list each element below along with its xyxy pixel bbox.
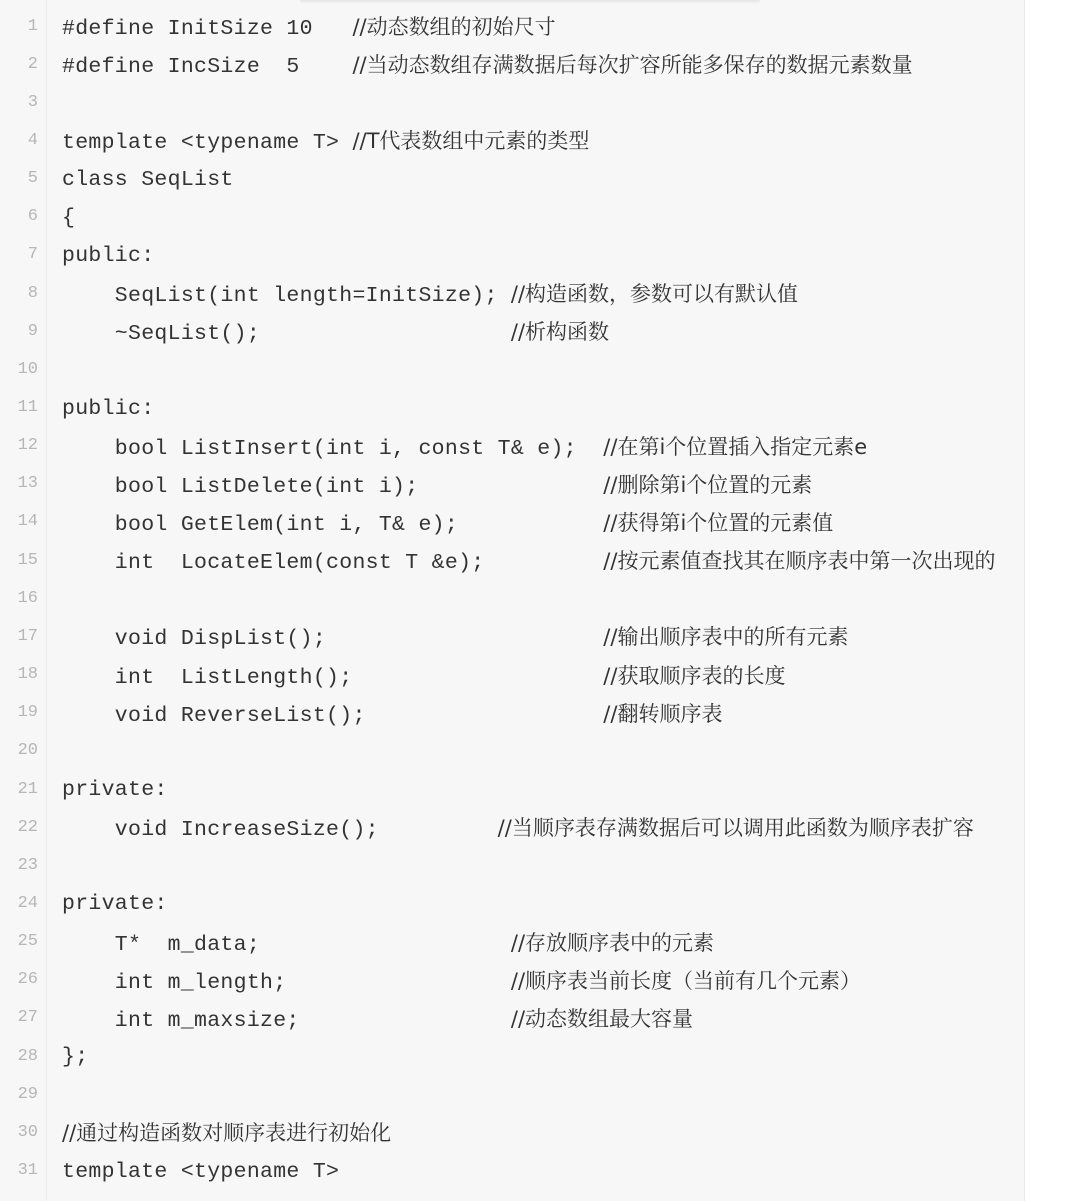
code-statement: bool ListDelete(int i); xyxy=(62,474,604,499)
code-line xyxy=(0,274,1024,312)
code-statement: private: xyxy=(62,778,168,802)
line-number: 3 xyxy=(27,92,38,112)
line-number: 30 xyxy=(17,1122,38,1142)
line-number: 15 xyxy=(17,550,38,570)
line-number: 25 xyxy=(17,932,38,952)
code-text xyxy=(62,1003,693,1033)
code-statement: void DispList(); xyxy=(62,627,604,652)
code-line xyxy=(0,1075,1024,1113)
line-number: 7 xyxy=(27,245,38,265)
code-comment: //当动态数组存满数据后每次扩容所能多保存的数据元素数量 xyxy=(352,53,913,78)
code-line xyxy=(0,694,1024,732)
code-comment: //通过构造函数对顺序表进行初始化 xyxy=(62,1121,392,1146)
code-comment: //当顺序表存满数据后可以调用此函数为顺序表扩容 xyxy=(497,816,974,841)
code-line xyxy=(0,236,1024,274)
code-text xyxy=(62,316,609,346)
code-line xyxy=(0,999,1024,1037)
code-statement: template <typename T> xyxy=(62,131,353,156)
code-statement: int m_maxsize; xyxy=(62,1008,511,1033)
code-text xyxy=(62,431,867,461)
code-line xyxy=(0,1113,1024,1151)
code-statement: #define IncSize 5 xyxy=(62,55,353,80)
code-line xyxy=(0,7,1024,45)
code-text xyxy=(62,507,833,537)
code-text xyxy=(62,278,798,308)
code-statement: void IncreaseSize(); xyxy=(62,818,498,843)
code-statement: public: xyxy=(62,396,155,421)
code-text xyxy=(62,469,812,499)
line-number: 16 xyxy=(17,588,38,608)
code-text xyxy=(62,890,168,916)
code-line xyxy=(0,198,1024,236)
code-line xyxy=(0,1037,1024,1075)
line-number: 29 xyxy=(17,1084,38,1104)
code-statement: int LocateElem(const T &e); xyxy=(62,551,604,576)
line-number: 22 xyxy=(17,817,38,837)
line-number: 13 xyxy=(17,474,38,494)
code-comment: //顺序表当前长度（当前有几个元素） xyxy=(510,968,862,993)
code-comment: //获取顺序表的长度 xyxy=(603,663,786,688)
code-line xyxy=(0,503,1024,541)
code-statement: T* m_data; xyxy=(62,932,511,957)
code-line xyxy=(0,312,1024,350)
code-comment: //构造函数，参数可以有默认值 xyxy=(510,282,799,307)
code-statement: }; xyxy=(62,1045,89,1070)
code-comment: //T代表数组中元素的类型 xyxy=(352,129,590,154)
code-comment: //翻转顺序表 xyxy=(603,701,723,726)
code-text xyxy=(62,242,154,268)
code-text xyxy=(62,927,714,957)
code-line xyxy=(0,1152,1024,1190)
line-number: 21 xyxy=(17,779,38,799)
code-text xyxy=(62,125,589,155)
line-number: 5 xyxy=(27,169,38,189)
code-line xyxy=(0,656,1024,694)
code-line xyxy=(0,846,1024,884)
code-line xyxy=(0,579,1024,617)
line-number: 12 xyxy=(17,436,38,456)
code-statement: ~SeqList(); xyxy=(62,322,511,347)
line-number: 24 xyxy=(17,893,38,913)
code-text xyxy=(62,965,861,995)
code-text xyxy=(62,395,154,421)
code-text xyxy=(62,776,168,802)
line-number: 17 xyxy=(17,626,38,646)
code-comment: //输出顺序表中的所有元素 xyxy=(603,625,849,650)
code-statement: #define InitSize 10 xyxy=(62,17,353,41)
line-number: 27 xyxy=(17,1008,38,1028)
code-statement: bool GetElem(int i, T& e); xyxy=(62,512,604,537)
line-number: 10 xyxy=(17,359,38,379)
code-statement: void ReverseList(); xyxy=(62,703,604,728)
line-number: 28 xyxy=(17,1046,38,1066)
line-number: 11 xyxy=(17,398,38,417)
line-number: 20 xyxy=(17,741,38,761)
code-line xyxy=(0,884,1024,922)
line-number: 9 xyxy=(27,321,38,341)
line-number: 19 xyxy=(17,703,38,723)
code-text xyxy=(62,660,785,690)
code-comment: //动态数组最大容量 xyxy=(510,1006,694,1031)
line-number: 6 xyxy=(27,207,38,227)
code-statement: bool ListInsert(int i, const T& e); xyxy=(62,436,604,461)
line-number: 8 xyxy=(27,283,38,303)
code-text xyxy=(62,11,556,41)
code-statement: template <typename T> xyxy=(62,1159,340,1184)
code-text xyxy=(62,698,722,728)
code-comment: //动态数组的初始尺寸 xyxy=(352,15,556,39)
code-text xyxy=(62,545,995,575)
line-number: 23 xyxy=(17,855,38,875)
code-statement: int ListLength(); xyxy=(62,665,604,690)
code-line xyxy=(0,45,1024,83)
code-text xyxy=(62,1043,88,1069)
code-line xyxy=(0,389,1024,427)
code-text xyxy=(62,621,848,651)
code-statement: int m_length; xyxy=(62,970,511,995)
code-statement: SeqList(int length=InitSize); xyxy=(62,284,511,309)
line-number: 26 xyxy=(17,970,38,990)
line-number: 2 xyxy=(27,54,38,74)
code-text xyxy=(62,812,974,842)
code-line xyxy=(0,923,1024,961)
code-line xyxy=(0,808,1024,846)
code-line xyxy=(0,770,1024,808)
code-line xyxy=(0,427,1024,465)
code-line xyxy=(0,541,1024,579)
code-line xyxy=(0,732,1024,770)
code-text xyxy=(62,49,913,79)
code-line xyxy=(0,465,1024,503)
code-statement: private: xyxy=(62,892,168,917)
code-line xyxy=(0,121,1024,159)
code-line xyxy=(0,350,1024,388)
line-number: 14 xyxy=(17,512,38,532)
code-comment: //获得第i个位置的元素值 xyxy=(603,510,834,535)
code-statement: { xyxy=(62,205,76,230)
scroll-shadow xyxy=(300,0,760,4)
code-comment: //存放顺序表中的元素 xyxy=(510,930,715,955)
code-statement: public: xyxy=(62,243,155,268)
line-number: 1 xyxy=(27,16,38,36)
line-number: 18 xyxy=(17,665,38,685)
code-line xyxy=(0,160,1024,198)
code-text xyxy=(62,1158,339,1184)
code-comment: //在第i个位置插入指定元素e xyxy=(603,434,868,459)
code-comment: //按元素值查找其在顺序表中第一次出现的 xyxy=(603,549,996,574)
code-comment: //删除第i个位置的元素 xyxy=(603,472,813,497)
code-comment: //析构函数 xyxy=(510,320,610,345)
line-number: 31 xyxy=(17,1161,38,1180)
code-text xyxy=(62,204,75,230)
code-statement: class SeqList xyxy=(62,167,234,192)
code-text xyxy=(62,1117,391,1147)
line-number: 4 xyxy=(27,130,38,150)
code-line xyxy=(0,617,1024,655)
code-line xyxy=(0,961,1024,999)
code-line xyxy=(0,83,1024,121)
code-text xyxy=(62,166,234,192)
